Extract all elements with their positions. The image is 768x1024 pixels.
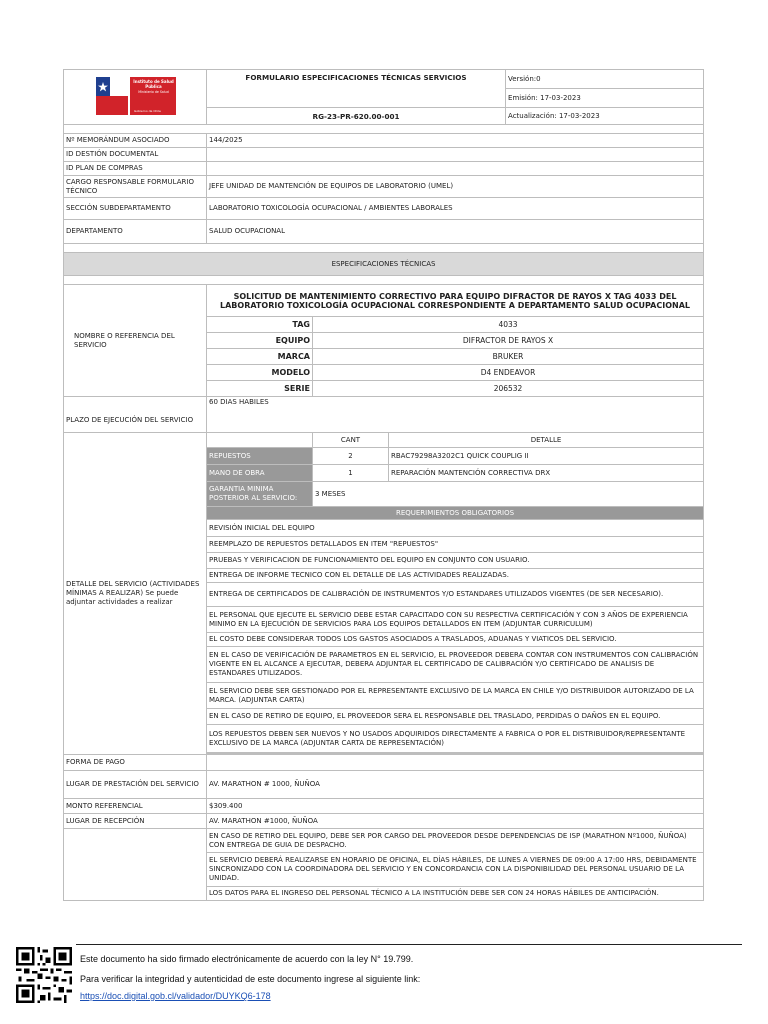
info-label: SECCIÓN SUBDEPARTAMENTO xyxy=(64,198,207,220)
lugar-prestacion-value: AV. MARATHON # 1000, ÑUÑOA xyxy=(207,771,704,799)
requirement-item: EN EL CASO DE RETIRO DE EQUIPO, EL PROVEEDOR SERA EL RESPONSABLE DEL TRASLADO, PERDIDAS O DAÑOS EN EL EQUIPO. xyxy=(207,709,704,725)
signature-footer xyxy=(16,944,742,1014)
detalle-label: DETALLE DEL SERVICIO (ACTIVIDADES MÍNIMAS A REALIZAR) Se puede adjuntar actividades a realizar xyxy=(64,433,207,755)
info-label: DEPARTAMENTO xyxy=(64,220,207,244)
requirement-item: PRUEBAS Y VERIFICACION DE FUNCIONAMIENTO DEL EQUIPO EN CONJUNTO CON USUARIO. xyxy=(207,553,704,569)
logo-bottom: Gobierno de Chile xyxy=(134,108,161,113)
form-code: RG-23-PR-620.00-001 xyxy=(207,108,506,125)
requirement-item: EL COSTO DEBE CONSIDERAR TODOS LOS GASTOS ASOCIADOS A TRASLADOS, ADUANAS Y VIATICOS DEL SERVICIO. xyxy=(207,633,704,647)
spec-key: EQUIPO xyxy=(207,333,313,349)
spec-form-table xyxy=(63,69,704,901)
requirement-item: EL PERSONAL QUE EJECUTE EL SERVICIO DEBE ESTAR CAPACITADO CON SU RESPECTIVA CERTIFICACIÓN Y CON 3 AÑOS DE EXPERIENCIA MINIMO EN LA EJECUCIÓN DE SERVICIOS PARA LOS EQUIPOS DETALLADOS EN ITEM (ADJUNTAR CURRICULUM) xyxy=(207,607,704,633)
item-cant: 1 xyxy=(313,465,389,482)
item-detalle: REPARACIÓN MANTENCIÓN CORRECTIVA DRX xyxy=(389,465,704,482)
logo-subtitle: Ministerio de Salud xyxy=(138,89,169,94)
monto-label: MONTO REFERENCIAL xyxy=(64,799,207,814)
service-label: NOMBRE O REFERENCIA DEL SERVICIO xyxy=(64,285,207,397)
info-label: CARGO RESPONSABLE FORMULARIO TÉCNICO xyxy=(64,176,207,198)
footer-divider xyxy=(76,944,742,945)
validation-link[interactable]: https://doc.digital.gob.cl/validador/DUYKQ6-178 xyxy=(80,991,271,1001)
note-item: EL SERVICIO DEBERÁ REALIZARSE EN HORARIO DE OFICINA, EL DÍAS HÁBILES, DE LUNES A VIERNES DE 09:00 A 17:00 HRS, DEBIDAMENTE SINCRONIZADO CON LA COORDINADORA DEL SERVICIO Y EN CONCORDANCIA CON LA DISPONIBILIDAD DEL PERSONAL USUARIO DE LA UNIDAD. xyxy=(207,853,704,887)
plazo-value: 60 DIAS HABILES xyxy=(207,397,704,433)
garantia-value: 3 MESES xyxy=(313,482,704,507)
requirement-item: EL SERVICIO DEBE SER GESTIONADO POR EL REPRESENTANTE EXCLUSIVO DE LA MARCA EN CHILE Y/O DISTRIBUIDOR AUTORIZADO DE LA MARCA. (ADJUNTAR CARTA) xyxy=(207,683,704,709)
garantia-label: GARANTIA MINIMA POSTERIOR AL SERVICIO: xyxy=(207,482,313,507)
isp-logo xyxy=(92,74,178,118)
form-page xyxy=(63,69,703,901)
lugar-prestacion-label: LUGAR DE PRESTACIÓN DEL SERVICIO xyxy=(64,771,207,799)
detalle-blank xyxy=(207,433,313,448)
info-label: Nº MEMORÁNDUM ASOCIADO xyxy=(64,134,207,148)
info-value: 144/2025 xyxy=(207,134,704,148)
note-item: EN CASO DE RETIRO DEL EQUIPO, DEBE SER POR CARGO DEL PROVEEDOR DESDE DEPENDENCIAS DE ISP (MARATHON Nº1000, ÑUÑOA) CON ENTREGA DE GUIA DE DESPACHO. xyxy=(207,829,704,853)
actualizacion-text: Actualización: 17-03-2023 xyxy=(506,108,704,125)
requirements-title: REQUERIMIENTOS OBLIGATORIOS xyxy=(207,507,704,520)
col-detalle: DETALLE xyxy=(389,433,704,448)
info-value xyxy=(207,148,704,162)
spec-key: TAG xyxy=(207,317,313,333)
spec-key: SERIE xyxy=(207,381,313,397)
item-name: REPUESTOS xyxy=(207,448,313,465)
spacer-row xyxy=(64,125,704,134)
footer-line-2: Para verificar la integridad y autenticidad de este documento ingrese al siguiente link: xyxy=(80,974,421,984)
spec-key: MARCA xyxy=(207,349,313,365)
item-detalle: RBAC79298A3202C1 QUICK COUPLIG II xyxy=(389,448,704,465)
spec-value: D4 ENDEAVOR xyxy=(313,365,704,381)
notes-blank xyxy=(64,829,207,901)
logo-title: Instituto de Salud Pública xyxy=(133,78,174,89)
requirement-item: LOS REPUESTOS DEBEN SER NUEVOS Y NO USADOS ADQUIRIDOS DIRECTAMENTE A FABRICA O POR EL DISTRIBUIDOR/REPRESENTANTE EXCLUSIVO DE LA MARCA (ADJUNTAR CARTA DE REPRESENTACIÓN) xyxy=(207,725,704,753)
version-text: Versión:0 xyxy=(506,70,704,89)
spacer-row xyxy=(64,276,704,285)
requirement-item: ENTREGA DE INFORME TECNICO CON EL DETALLE DE LAS ACTIVIDADES REALIZADAS. xyxy=(207,569,704,583)
item-cant: 2 xyxy=(313,448,389,465)
info-label: ID PLAN DE COMPRAS xyxy=(64,162,207,176)
info-value: LABORATORIO TOXICOLOGÍA OCUPACIONAL / AMBIENTES LABORALES xyxy=(207,198,704,220)
chile-flag-icon xyxy=(96,77,128,115)
spec-value: BRUKER xyxy=(313,349,704,365)
pago-label: FORMA DE PAGO xyxy=(64,755,207,771)
spacer-row xyxy=(64,244,704,253)
monto-value: $309.400 xyxy=(207,799,704,814)
requirement-item: ENTREGA DE CERTIFICADOS DE CALIBRACIÓN DE INSTRUMENTOS Y/O ESTANDARES UTILIZADOS VIGENTES (DE SER NECESARIO). xyxy=(207,583,704,607)
item-name: MANO DE OBRA xyxy=(207,465,313,482)
section-title: ESPECIFICACIONES TÉCNICAS xyxy=(64,253,704,276)
info-value: JEFE UNIDAD DE MANTENCIÓN DE EQUIPOS DE LABORATORIO (UMEL) xyxy=(207,176,704,198)
spec-value: 4033 xyxy=(313,317,704,333)
lugar-recepcion-label: LUGAR DE RECEPCIÓN xyxy=(64,814,207,829)
plazo-label: PLAZO DE EJECUCIÓN DEL SERVICIO xyxy=(64,397,207,433)
pago-value xyxy=(207,755,704,771)
logo-cell xyxy=(64,70,207,125)
spec-value: DIFRACTOR DE RAYOS X xyxy=(313,333,704,349)
spec-value: 206532 xyxy=(313,381,704,397)
col-cant: CANT xyxy=(313,433,389,448)
logo-text-block xyxy=(130,77,176,115)
service-title: SOLICITUD DE MANTENIMIENTO CORRECTIVO PARA EQUIPO DIFRACTOR DE RAYOS X TAG 4033 DEL LABORATORIO TOXICOLOGÍA OCUPACIONAL CORRESPONDIENTE A DEPARTAMENTO SALUD OCUPACIONAL xyxy=(207,285,704,317)
form-title: FORMULARIO ESPECIFICACIONES TÉCNICAS SERVICIOS xyxy=(207,70,506,108)
lugar-recepcion-value: AV. MARATHON #1000, ÑUÑOA xyxy=(207,814,704,829)
info-value: SALUD OCUPACIONAL xyxy=(207,220,704,244)
note-item: LOS DATOS PARA EL INGRESO DEL PERSONAL TÉCNICO A LA INSTITUCIÓN DEBE SER CON 24 HORAS HÁBILES DE ANTICIPACIÓN. xyxy=(207,887,704,901)
requirement-item: REVISIÓN INICIAL DEL EQUIPO xyxy=(207,520,704,537)
requirement-item: REEMPLAZO DE REPUESTOS DETALLADOS EN ITEM "REPUESTOS" xyxy=(207,537,704,553)
requirement-item: EN EL CASO DE VERIFICACIÓN DE PARAMETROS EN EL SERVICIO, EL PROVEEDOR DEBERA CONTAR CON INSTRUMENTOS CON CALIBRACIÓN VIGENTE EN EL ALCANCE A EJECUTAR, DEBERA ADJUNTAR EL CERTIFICADO DE CALIBRACIÓN Y/O CERTIFICADO DE ANALISIS DE ESTANDARES UTILIZADOS. xyxy=(207,647,704,683)
emision-text: Emisión: 17-03-2023 xyxy=(506,89,704,108)
spec-key: MODELO xyxy=(207,365,313,381)
footer-line-1: Este documento ha sido firmado electrónicamente de acuerdo con la ley N° 19.799. xyxy=(80,954,414,964)
info-label: ID DESTIÓN DOCUMENTAL xyxy=(64,148,207,162)
info-value xyxy=(207,162,704,176)
qr-code-icon xyxy=(16,947,72,1003)
